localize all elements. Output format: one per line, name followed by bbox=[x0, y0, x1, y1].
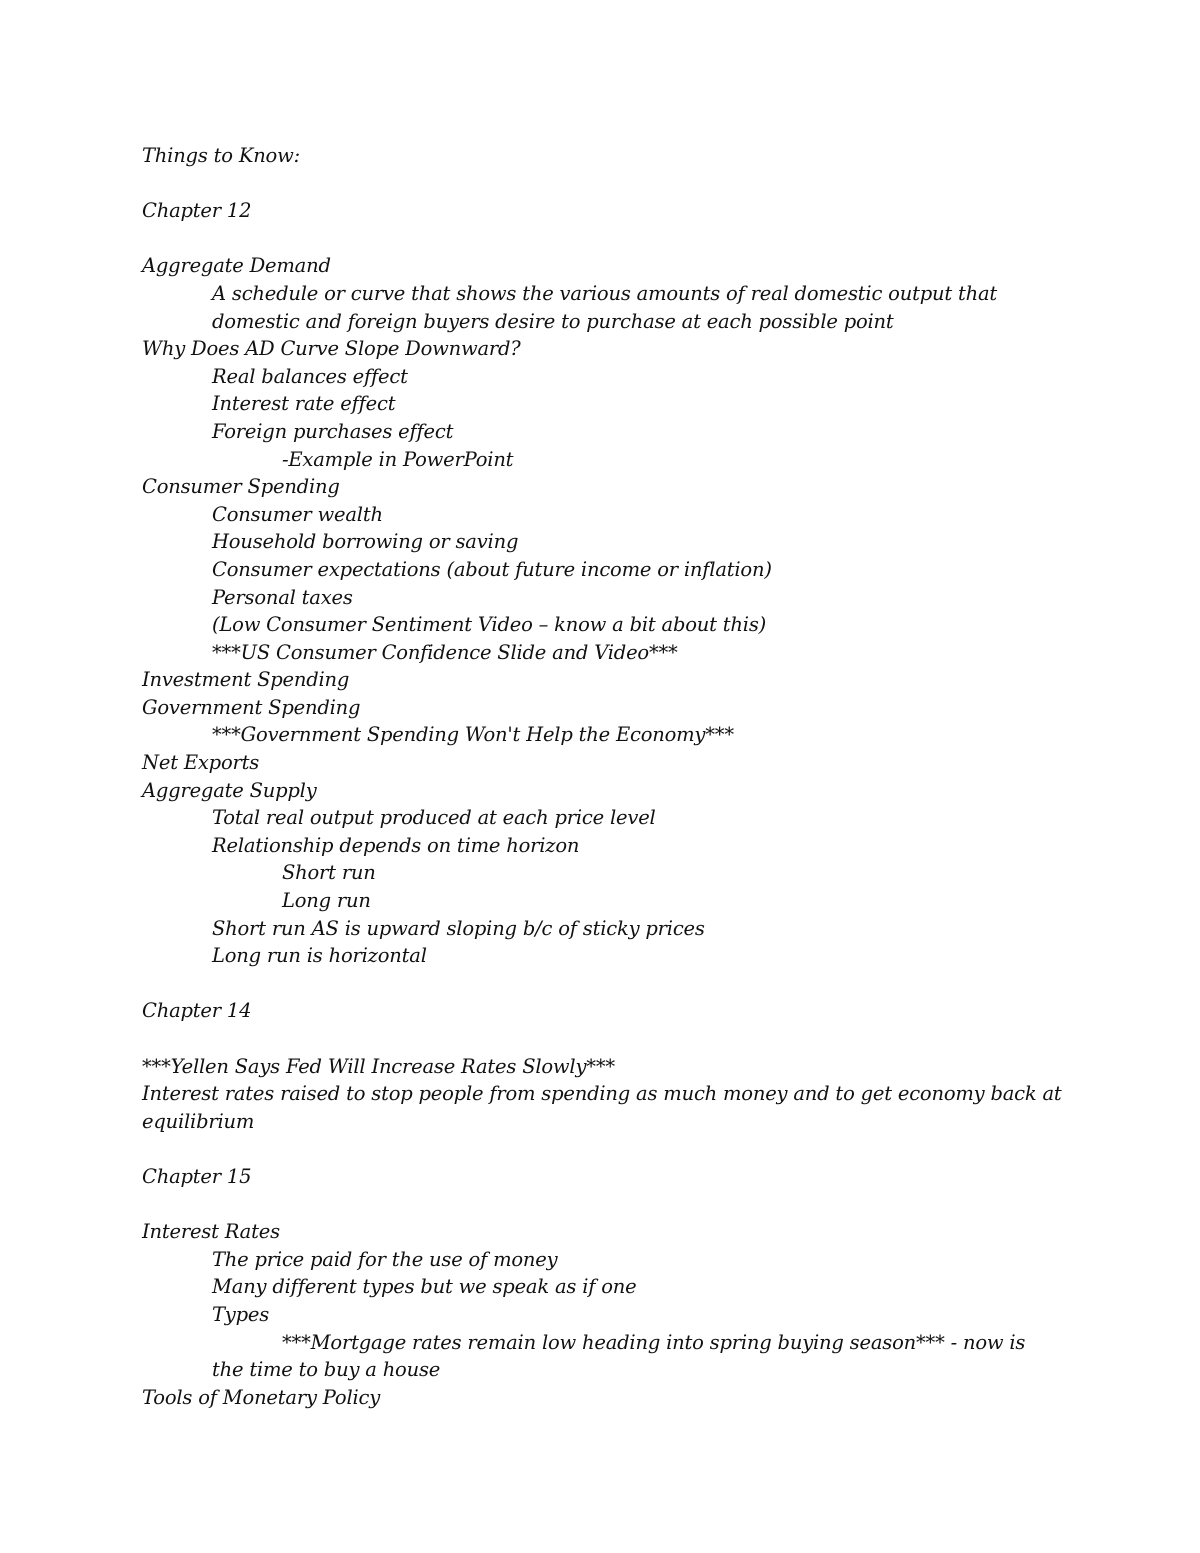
spacer bbox=[142, 1191, 1062, 1219]
document-body bbox=[142, 142, 1062, 1411]
short-run-item: Short run bbox=[282, 861, 376, 885]
long-run-item: Long run bbox=[282, 889, 371, 913]
aggregate-demand-heading: Aggregate Demand bbox=[142, 254, 331, 278]
yellen-note: ***Yellen Says Fed Will Increase Rates Slowly*** bbox=[142, 1054, 615, 1078]
spacer bbox=[142, 1135, 1062, 1163]
interest-rates-heading: Interest Rates bbox=[142, 1220, 280, 1244]
low-sentiment-video-note: (Low Consumer Sentiment Video – know a bit about this) bbox=[212, 613, 767, 637]
government-spending-note: ***Government Spending Won't Help the Economy*** bbox=[212, 723, 734, 747]
personal-taxes-item: Personal taxes bbox=[212, 585, 353, 609]
price-paid-item: The price paid for the use of money bbox=[212, 1247, 558, 1271]
real-balances-effect: Real balances effect bbox=[212, 364, 408, 388]
ad-slope-question: Why Does AD Curve Slope Downward? bbox=[142, 337, 521, 361]
us-confidence-note: ***US Consumer Confidence Slide and Video*** bbox=[212, 640, 678, 664]
spacer bbox=[142, 225, 1062, 253]
mortgage-note-line-2: the time to buy a house bbox=[212, 1358, 441, 1382]
household-borrowing-item: Household borrowing or saving bbox=[212, 530, 519, 554]
spacer bbox=[142, 170, 1062, 198]
investment-spending-heading: Investment Spending bbox=[142, 668, 350, 692]
time-horizon-item: Relationship depends on time horizon bbox=[212, 833, 580, 857]
chapter-12-heading: Chapter 12 bbox=[142, 199, 252, 223]
net-exports-heading: Net Exports bbox=[142, 751, 260, 775]
government-spending-heading: Government Spending bbox=[142, 695, 361, 719]
aggregate-demand-definition-line-1: A schedule or curve that shows the various amounts of real domestic output that bbox=[212, 281, 998, 305]
mortgage-note-line-1: ***Mortgage rates remain low heading into spring buying season*** - now is bbox=[282, 1330, 1026, 1354]
aggregate-demand-definition-line-2: domestic and foreign buyers desire to purchase at each possible point bbox=[212, 309, 894, 333]
spacer bbox=[142, 1025, 1062, 1053]
foreign-purchases-effect: Foreign purchases effect bbox=[212, 419, 454, 443]
types-item: Types bbox=[212, 1302, 270, 1326]
document-title: Things to Know: bbox=[142, 144, 300, 167]
spacer bbox=[142, 970, 1062, 998]
monetary-policy-tools-heading: Tools of Monetary Policy bbox=[142, 1385, 381, 1409]
long-run-horizontal-item: Long run is horizontal bbox=[212, 944, 427, 968]
example-powerpoint-note: -Example in PowerPoint bbox=[282, 447, 514, 471]
aggregate-supply-heading: Aggregate Supply bbox=[142, 778, 317, 802]
consumer-spending-heading: Consumer Spending bbox=[142, 475, 340, 499]
interest-rates-raised-note: Interest rates raised to stop people from spending as much money and to get economy back at equilibrium bbox=[142, 1082, 1062, 1133]
consumer-expectations-item: Consumer expectations (about future income or inflation) bbox=[212, 557, 772, 581]
chapter-14-heading: Chapter 14 bbox=[142, 999, 252, 1023]
short-run-as-item: Short run AS is upward sloping b/c of sticky prices bbox=[212, 916, 705, 940]
total-real-output-item: Total real output produced at each price level bbox=[212, 806, 656, 830]
many-types-item: Many different types but we speak as if one bbox=[212, 1275, 637, 1299]
chapter-15-heading: Chapter 15 bbox=[142, 1164, 252, 1188]
interest-rate-effect: Interest rate effect bbox=[212, 392, 396, 416]
consumer-wealth-item: Consumer wealth bbox=[212, 502, 383, 526]
